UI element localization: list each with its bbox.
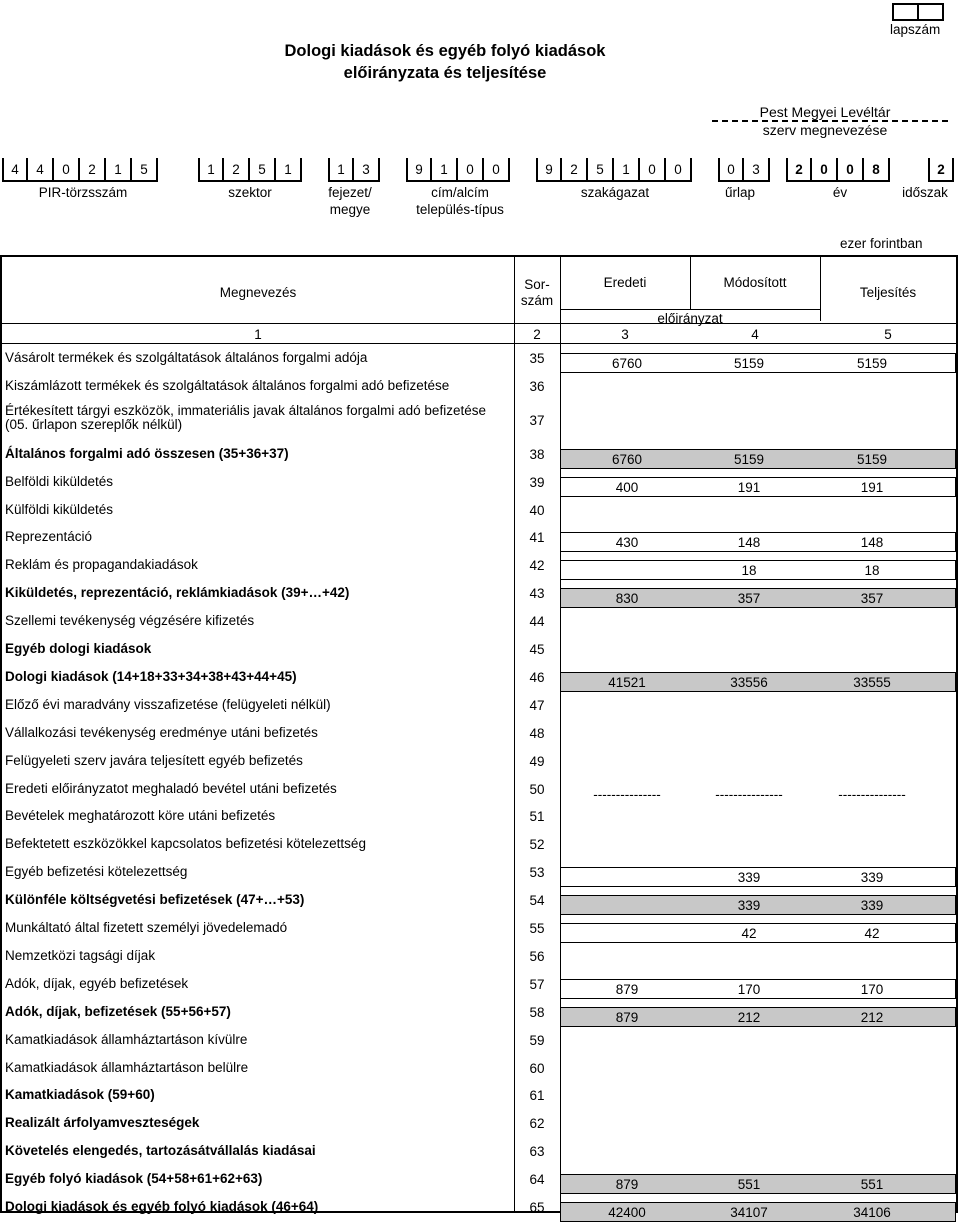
cell-eredeti[interactable]: --------------- [593, 786, 661, 802]
row-name: Vállalkozási tevékenység eredménye utáni befizetés [5, 724, 318, 740]
table-row [2, 915, 956, 943]
table-row [2, 776, 956, 804]
row-name: Különféle költségvetési befizetések (47+…+53) [5, 892, 305, 908]
row-name: Reprezentáció [5, 529, 93, 545]
header-teljesites: Teljesítés [859, 285, 917, 300]
cell-modositott[interactable]: 5159 [733, 451, 765, 467]
table-row [2, 497, 956, 525]
cell-modositott[interactable]: 34107 [730, 1205, 768, 1220]
row-number: 37 [529, 412, 545, 428]
code-digit-cim[interactable]: 0 [484, 158, 510, 182]
code-label-pir [0, 184, 166, 201]
code-label-text: időszak [902, 185, 948, 200]
row-number: 38 [529, 446, 545, 462]
row-name: Egyéb dologi kiadások [5, 641, 152, 656]
code-digit-szektor[interactable]: 1 [276, 158, 302, 182]
code-digit-pir[interactable]: 4 [28, 158, 54, 182]
code-label-text: település-típus [416, 202, 504, 217]
row-number: 60 [529, 1060, 545, 1076]
code-digit-urlap[interactable]: 3 [744, 158, 770, 182]
table-row [2, 401, 956, 441]
cell-teljesites[interactable]: 339 [860, 870, 884, 886]
code-digit-szakagazat[interactable]: 0 [640, 158, 666, 182]
row-name: Bevételek meghatározott köre utáni befizetés [5, 808, 276, 824]
code-digit-cim[interactable]: 9 [406, 158, 432, 182]
code-label-text: fejezet/ [328, 185, 372, 200]
table-row [2, 971, 956, 999]
code-digit-szektor[interactable]: 2 [224, 158, 250, 182]
cell-eredeti[interactable]: 6760 [611, 356, 643, 371]
code-label-text: megye [329, 202, 371, 217]
cell-teljesites[interactable]: 357 [860, 591, 884, 607]
code-digit-urlap[interactable]: 0 [718, 158, 744, 182]
col-number-3: 3 [621, 327, 629, 342]
cell-modositott[interactable]: 18 [741, 563, 757, 579]
cell-teljesites[interactable]: 34106 [853, 1205, 891, 1220]
page-number-label: lapszám [890, 22, 941, 37]
code-label-fejezet [310, 184, 390, 218]
row-number: 36 [529, 378, 545, 394]
col-number-2: 2 [533, 327, 541, 342]
cell-modositott[interactable]: 5159 [733, 356, 765, 371]
code-label-text: űrlap [724, 185, 756, 200]
data-table [0, 255, 958, 1220]
table-row [2, 999, 956, 1027]
code-digit-szakagazat[interactable]: 0 [666, 158, 692, 182]
row-name: Belföldi kiküldetés [5, 473, 114, 489]
cell-modositott[interactable]: 33556 [730, 674, 768, 690]
table-row [2, 887, 956, 915]
row-number: 47 [529, 697, 545, 713]
row-number: 62 [529, 1116, 545, 1132]
row-name: Kiküldetés, reprezentáció, reklámkiadások (39+…+42) [5, 585, 350, 601]
cell-modositott[interactable]: 551 [737, 1177, 761, 1193]
cell-teljesites[interactable]: 5159 [856, 451, 888, 467]
table-row [2, 943, 956, 971]
header-sorszam-1: Sor- [524, 277, 550, 292]
code-digit-szakagazat[interactable]: 2 [562, 158, 588, 182]
form-title-line2: előirányzata és teljesítése [343, 64, 547, 82]
table-row [2, 636, 956, 664]
cell-teljesites[interactable]: 18 [864, 563, 880, 579]
row-name: Követelés elengedés, tartozásátvállalás kiadásai [5, 1143, 316, 1159]
header-sorszam-2: szám [520, 293, 554, 308]
row-name: Előző évi maradvány visszafizetése (felügyeleti nélkül) [5, 696, 331, 712]
table-row [2, 524, 956, 552]
code-digit-szektor[interactable]: 5 [250, 158, 276, 182]
cell-eredeti[interactable]: 879 [615, 1177, 639, 1193]
code-label-szakagazat [530, 184, 700, 201]
code-digit-cim[interactable]: 1 [432, 158, 458, 182]
row-name: Általános forgalmi adó összesen (35+36+37) [5, 445, 289, 461]
cell-teljesites[interactable]: 551 [860, 1177, 884, 1193]
row-number: 50 [529, 781, 545, 797]
cell-teljesites[interactable]: 42 [864, 926, 880, 941]
row-number: 42 [529, 558, 545, 574]
table-row [2, 469, 956, 497]
code-digit-ev[interactable]: 0 [838, 158, 864, 182]
header-divider [560, 309, 820, 310]
table-row [2, 664, 956, 692]
code-digit-idoszak[interactable]: 2 [928, 158, 954, 182]
cell-teljesites[interactable]: 191 [860, 479, 884, 495]
cell-modositott[interactable]: 191 [737, 479, 761, 495]
cell-teljesites[interactable]: 5159 [856, 356, 888, 371]
row-name: Adók, díjak, befizetések (55+56+57) [5, 1003, 231, 1019]
row-number: 51 [529, 809, 545, 825]
row-name: Reklám és propagandakiadások [5, 557, 198, 573]
code-digit-ev[interactable]: 2 [786, 158, 812, 182]
table-row [2, 1138, 956, 1166]
row-name: Befektetett eszközökkel kapcsolatos befizetési kötelezettség [5, 836, 366, 852]
row-name: Kiszámlázott termékek és szolgáltatások általános forgalmi adó befizetése [5, 377, 450, 393]
row-name: Kamatkiadások államháztartáson belülre [5, 1059, 249, 1075]
row-number: 61 [529, 1088, 545, 1104]
table-row [2, 373, 956, 401]
code-digit-fejezet[interactable]: 3 [354, 158, 380, 182]
code-digit-pir[interactable]: 0 [54, 158, 80, 182]
row-name: Szellemi tevékenység végzésére kifizetés [5, 613, 255, 629]
cell-eredeti[interactable]: 400 [615, 479, 639, 495]
row-name: Vásárolt termékek és szolgáltatások általános forgalmi adója [5, 350, 368, 365]
table-row [2, 692, 956, 720]
table-row [2, 345, 956, 373]
cell-modositott[interactable]: 357 [737, 591, 761, 607]
cell-eredeti[interactable]: 430 [615, 535, 639, 551]
organization-label: szerv megnevezése [762, 122, 888, 138]
cell-modositott[interactable]: 212 [737, 1009, 761, 1025]
row-number: 35 [529, 351, 545, 366]
code-digit-fejezet[interactable]: 1 [328, 158, 354, 182]
cell-modositott[interactable]: 339 [737, 870, 761, 886]
table-row [2, 1166, 956, 1194]
header-megnevezes: Megnevezés [219, 285, 297, 300]
row-name: Adók, díjak, egyéb befizetések [5, 975, 189, 991]
col-number-4: 4 [751, 327, 759, 342]
row-name: Kamatkiadások (59+60) [5, 1087, 155, 1103]
code-digit-pir[interactable]: 5 [132, 158, 158, 182]
row-name: Felügyeleti szerv javára teljesített egyéb befizetés [5, 752, 303, 768]
row-name: Munkáltató által fizetett személyi jövedelemadó [5, 920, 288, 935]
row-number: 59 [529, 1032, 545, 1048]
table-row [2, 831, 956, 859]
table-row [2, 608, 956, 636]
row-number: 40 [529, 502, 545, 518]
row-number: 65 [529, 1200, 545, 1215]
code-group-ev [786, 158, 890, 182]
code-digit-ev[interactable]: 8 [864, 158, 890, 182]
table-row [2, 1027, 956, 1055]
row-number: 52 [529, 837, 545, 853]
col-number-5: 5 [884, 327, 892, 342]
code-label-idoszak [890, 184, 960, 201]
row-number: 48 [529, 725, 545, 741]
cell-modositott[interactable]: 170 [737, 981, 761, 997]
row-name: Egyéb befizetési kötelezettség [5, 864, 188, 880]
cell-teljesites[interactable]: 212 [860, 1009, 884, 1025]
code-label-text: év [832, 185, 848, 200]
cell-eredeti[interactable]: 830 [615, 591, 639, 607]
code-digit-ev[interactable]: 0 [812, 158, 838, 182]
row-number: 64 [529, 1172, 545, 1188]
row-number: 39 [529, 474, 545, 490]
code-digit-szakagazat[interactable]: 5 [588, 158, 614, 182]
row-number: 45 [529, 642, 545, 657]
row-number: 54 [529, 893, 545, 909]
row-number: 43 [529, 586, 545, 602]
code-group-fejezet [328, 158, 380, 182]
row-number: 57 [529, 976, 545, 992]
code-label-text: szakágazat [580, 185, 650, 200]
row-number: 49 [529, 753, 545, 769]
row-number: 53 [529, 865, 545, 881]
cell-modositott[interactable]: 42 [741, 926, 757, 941]
row-number: 58 [529, 1004, 545, 1020]
cell-eredeti[interactable]: 42400 [608, 1205, 646, 1220]
header-modositott: Módosított [723, 275, 787, 290]
code-label-szektor [190, 184, 310, 201]
header-eloiranyzat: előirányzat [657, 311, 723, 326]
row-name: Dologi kiadások és egyéb folyó kiadások (46+64) [5, 1199, 319, 1214]
code-digit-cim[interactable]: 0 [458, 158, 484, 182]
row-name: Realizált árfolyamveszteségek [5, 1115, 200, 1131]
table-row [2, 1082, 956, 1110]
table-row [2, 859, 956, 887]
cell-eredeti[interactable]: 879 [615, 1009, 639, 1025]
page-number-box[interactable] [892, 3, 944, 21]
cell-eredeti[interactable]: 879 [615, 981, 639, 997]
code-digit-pir[interactable]: 4 [2, 158, 28, 182]
code-label-cim [400, 184, 520, 218]
cell-eredeti[interactable]: 41521 [608, 674, 646, 690]
code-digit-szakagazat[interactable]: 1 [614, 158, 640, 182]
code-digit-szektor[interactable]: 1 [198, 158, 224, 182]
row-number: 63 [529, 1144, 545, 1160]
cell-teljesites[interactable]: 33555 [853, 674, 891, 690]
code-group-szektor [198, 158, 302, 182]
table-row [2, 580, 956, 608]
code-label-text: szektor [228, 185, 272, 200]
row-name: Kamatkiadások államháztartáson kívülre [5, 1031, 248, 1047]
code-group-idoszak [928, 158, 954, 182]
code-group-urlap [718, 158, 770, 182]
header-divider [2, 343, 956, 344]
code-digit-pir[interactable]: 2 [80, 158, 106, 182]
row-number: 44 [529, 614, 545, 630]
cell-modositott[interactable]: --------------- [715, 786, 783, 802]
code-label-urlap [700, 184, 780, 201]
row-name: Dologi kiadások (14+18+33+34+38+43+44+45) [5, 668, 297, 684]
table-row [2, 803, 956, 831]
code-group-pir [2, 158, 158, 182]
table-row [2, 1110, 956, 1138]
table-row [2, 1194, 956, 1222]
cell-eredeti[interactable]: 6760 [611, 451, 643, 467]
row-name: Egyéb folyó kiadások (54+58+61+62+63) [5, 1171, 263, 1187]
row-name: Nemzetközi tagsági díjak [5, 947, 156, 963]
code-group-szakagazat [536, 158, 692, 182]
row-number: 46 [529, 669, 545, 685]
code-label-ev [790, 184, 890, 201]
row-number: 55 [529, 921, 545, 936]
unit-label: ezer forintban [840, 236, 923, 251]
cell-teljesites[interactable]: --------------- [838, 786, 906, 802]
code-digit-pir[interactable]: 1 [106, 158, 132, 182]
table-row [2, 552, 956, 580]
form-title-line1: Dologi kiadások és egyéb folyó kiadások [284, 42, 606, 60]
row-name: Értékesített tárgyi eszközök, immateriális javak általános forgalmi adó befizetése (05. űrlapon szereplők nélkül) [5, 402, 486, 432]
cell-teljesites[interactable]: 339 [860, 898, 884, 914]
table-row [2, 748, 956, 776]
code-label-text: PIR-törzsszám [38, 185, 128, 200]
header-eredeti: Eredeti [603, 275, 647, 290]
col-number-1: 1 [254, 327, 262, 342]
cell-teljesites[interactable]: 148 [860, 535, 884, 551]
row-number: 56 [529, 948, 545, 964]
table-row [2, 720, 956, 748]
table-row [2, 441, 956, 469]
cell-teljesites[interactable]: 170 [860, 981, 884, 997]
cell-modositott[interactable]: 339 [737, 898, 761, 914]
cell-modositott[interactable]: 148 [737, 535, 761, 551]
code-group-cim [406, 158, 510, 182]
table-row [2, 1055, 956, 1083]
row-number: 41 [529, 530, 545, 546]
code-digit-szakagazat[interactable]: 9 [536, 158, 562, 182]
row-name: Külföldi kiküldetés [5, 501, 114, 517]
code-label-text: cím/alcím [431, 185, 489, 200]
row-name: Eredeti előirányzatot meghaladó bevétel utáni befizetés [5, 780, 337, 796]
organization-name: Pest Megyei Levéltár [759, 104, 891, 120]
